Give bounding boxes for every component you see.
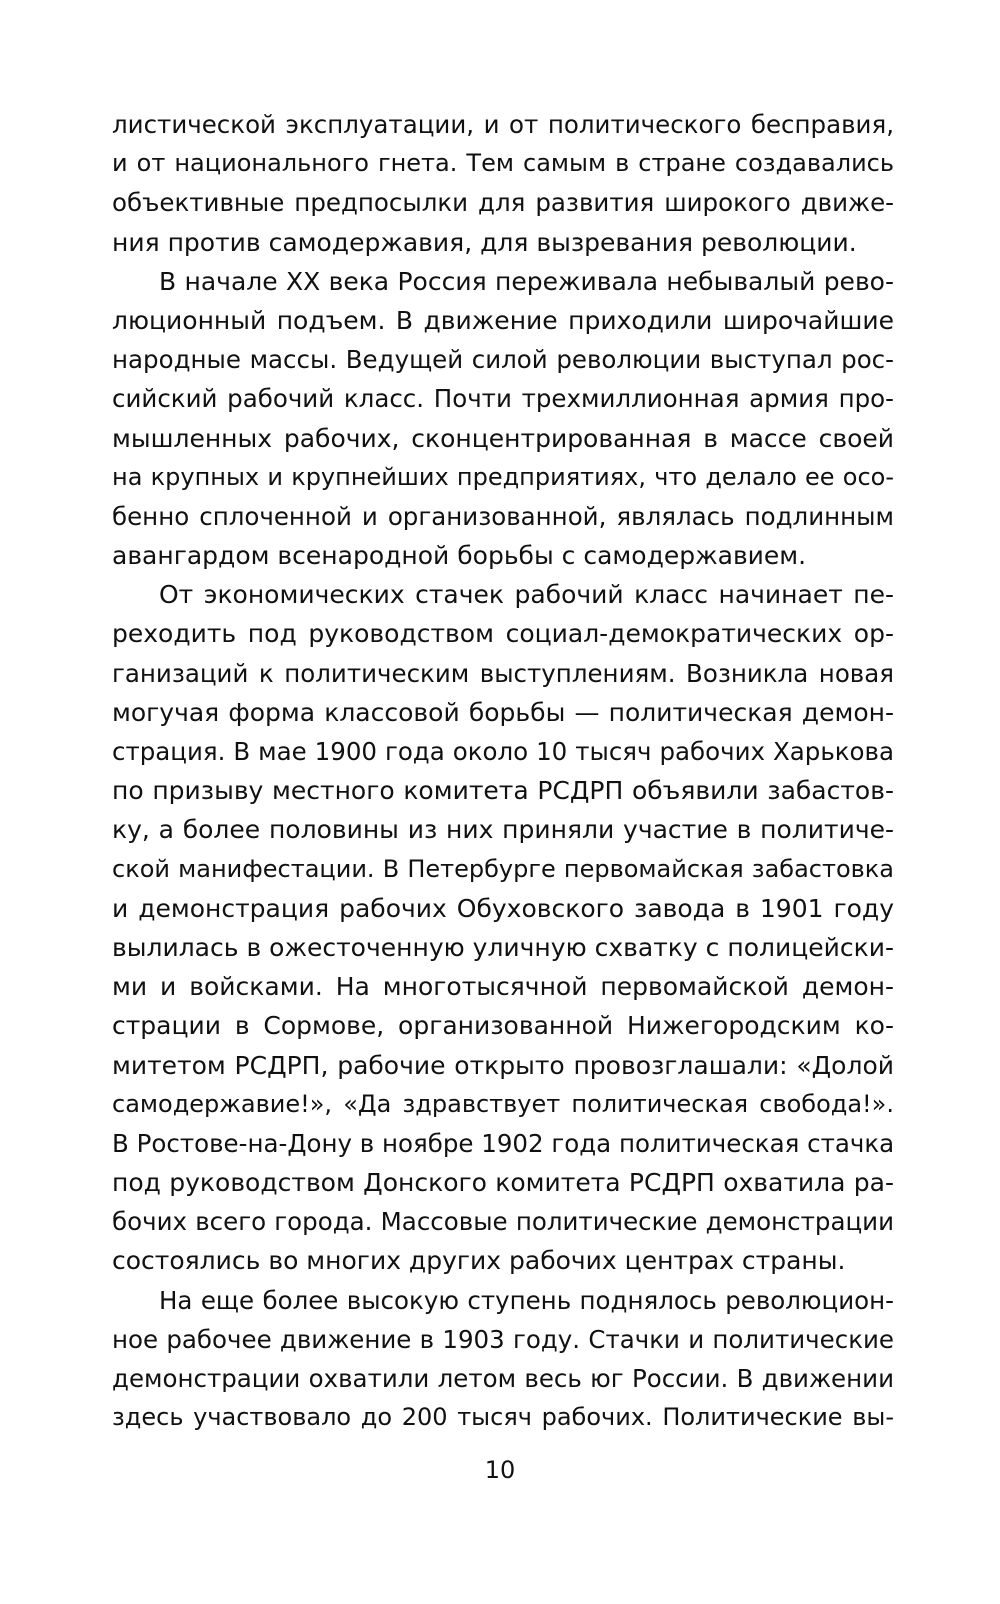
text-line: листической эксплуатации, и от политического бесправия, <box>112 110 894 139</box>
text-line: ской манифестации. В Петербурге первомайская забастовка <box>112 854 894 883</box>
text-line: страции в Сормове, организованной Нижегородским ко- <box>112 1011 894 1041</box>
text-line: страция. В мае 1900 года около 10 тысяч рабочих Харькова <box>112 737 894 766</box>
text-line: демонстрации охватили летом весь юг России. В движении <box>112 1364 894 1393</box>
paragraph <box>112 1281 894 1438</box>
text-line: бочих всего города. Массовые политические демонстрации <box>112 1207 894 1237</box>
text-line: мышленных рабочих, сконцентрированная в массе своей <box>112 423 894 453</box>
text-line: ганизаций к политическим выступлениям. Возникла новая <box>112 658 894 688</box>
text-line: и от национального гнета. Тем самым в стране создавались <box>112 149 894 178</box>
text-line: могучая форма классовой борьбы — политическая демон- <box>112 697 894 727</box>
text-line: От экономических стачек рабочий класс начинает пе- <box>159 580 894 610</box>
text-line: бенно сплоченной и организованной, являлась подлинным <box>112 501 894 531</box>
text-line: здесь участвовало до 200 тысяч рабочих. Политические вы- <box>112 1403 894 1432</box>
text-line: В Ростове-на-Дону в ноябре 1902 года политическая стачка <box>112 1128 895 1158</box>
text-line: ку, а более половины из них приняли участие в политиче- <box>112 815 894 845</box>
text-line: на крупных и крупнейших предприятиях, что делало ее осо- <box>112 462 894 491</box>
paragraph <box>112 105 894 262</box>
text-line: В начале XX века Россия переживала небывалый рево- <box>159 266 894 296</box>
text-line: ния против самодержавия, для вызревания революции. <box>112 227 857 257</box>
text-line: под руководством Донского комитета РСДРП охватила ра- <box>112 1168 894 1198</box>
text-line: самодержавие!», «Да здравствует политическая свобода!». <box>112 1089 894 1118</box>
text-line: люционный подъем. В движение приходили широчайшие <box>112 305 894 335</box>
text-line: митетом РСДРП, рабочие открыто провозглашали: «Долой <box>112 1050 894 1080</box>
text-line: ми и войсками. На многотысячной первомайской демон- <box>112 972 894 1002</box>
text-line: вылилась в ожесточенную уличную схватку с полицейски- <box>112 932 894 962</box>
text-line: сийский рабочий класс. Почти трехмиллионная армия про- <box>112 384 894 414</box>
text-line: по призыву местного комитета РСДРП объявили забастов- <box>112 776 894 806</box>
page-number: 10 <box>484 1456 516 1484</box>
text-line: реходить под руководством социал-демократических ор- <box>112 619 894 649</box>
text-line: На еще более высокую ступень поднялось революцион- <box>159 1285 894 1315</box>
text-line: и демонстрация рабочих Обуховского завода в 1901 году <box>112 893 894 923</box>
text-line: народные массы. Ведущей силой революции выступал рос- <box>112 345 894 375</box>
paragraph <box>112 575 894 1280</box>
text-line: состоялись во многих других рабочих центрах страны. <box>112 1246 846 1276</box>
text-line: авангардом всенародной борьбы с самодержавием. <box>112 541 807 571</box>
text-line: объективные предпосылки для развития широкого движе- <box>112 188 894 218</box>
body-text <box>112 105 894 1437</box>
text-line: ное рабочее движение в 1903 году. Стачки и политические <box>112 1324 894 1354</box>
paragraph <box>112 262 894 576</box>
